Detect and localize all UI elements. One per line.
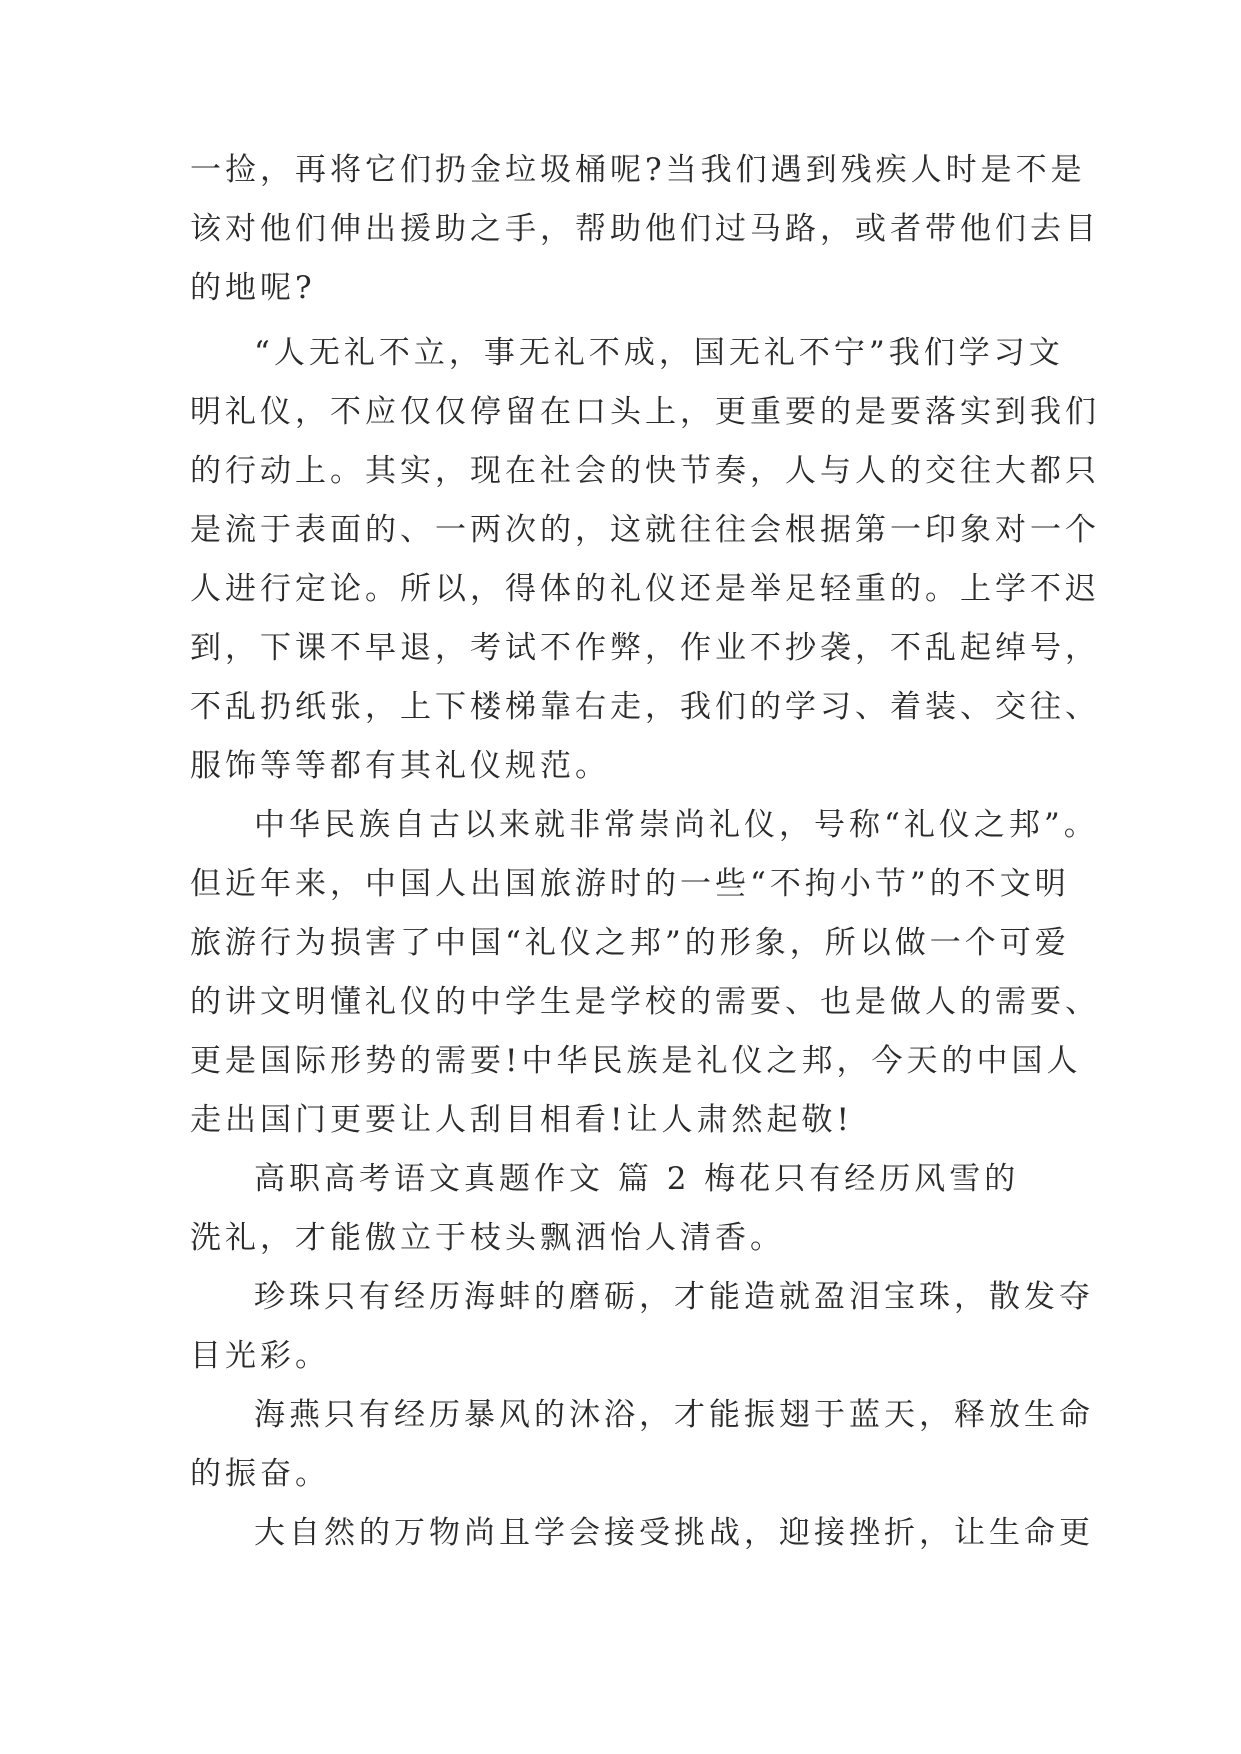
text-line: 洗礼，才能傲立于枝头飘洒怡人清香。 [190,1220,785,1256]
text-line: 海燕只有经历暴风的沐浴，才能振翅于蓝天，释放生命 [254,1397,1094,1433]
text-line: 但近年来，中国人出国旅游时的一些“不拘小节”的不文明 [190,866,1070,902]
text-line: 旅游行为损害了中国“礼仪之邦”的形象，所以做一个可爱 [190,925,1070,961]
text-line: 的振奋。 [190,1456,330,1492]
text-line: 的行动上。其实，现在社会的快节奏，人与人的交往大都只 [190,453,1100,489]
text-line: 服饰等等都有其礼仪规范。 [190,748,610,784]
text-line: “人无礼不立，事无礼不成，国无礼不宁”我们学习文 [254,335,1064,371]
text-line: 更是国际形势的需要!中华民族是礼仪之邦，今天的中国人 [190,1043,1082,1079]
text-line: 走出国门更要让人刮目相看!让人肃然起敬! [190,1102,853,1138]
text-line: 人进行定论。所以，得体的礼仪还是举足轻重的。上学不迟 [190,571,1100,607]
text-line: 的地呢? [190,270,316,306]
text-line: 中华民族自古以来就非常崇尚礼仪，号称“礼仪之邦”。 [254,807,1099,843]
text-line: 目光彩。 [190,1338,330,1374]
text-line: 不乱扔纸张，上下楼梯靠右走，我们的学习、着装、交往、 [190,689,1100,725]
text-line: 到，下课不早退，考试不作弊，作业不抄袭，不乱起绰号， [190,630,1100,666]
text-line: 珍珠只有经历海蚌的磨砺，才能造就盈泪宝珠，散发夺 [254,1279,1094,1315]
text-line: 该对他们伸出援助之手，帮助他们过马路，或者带他们去目 [190,211,1100,247]
text-line: 明礼仪，不应仅仅停留在口头上，更重要的是要落实到我们 [190,394,1100,430]
text-line: 的讲文明懂礼仪的中学生是学校的需要、也是做人的需要、 [190,984,1100,1020]
text-line: 大自然的万物尚且学会接受挑战，迎接挫折，让生命更 [254,1515,1094,1551]
text-line: 高职高考语文真题作文 篇 2 梅花只有经历风雪的 [254,1161,1020,1197]
text-line: 一捡，再将它们扔金垃圾桶呢?当我们遇到残疾人时是不是 [190,152,1086,188]
text-line: 是流于表面的、一两次的，这就往往会根据第一印象对一个 [190,512,1100,548]
